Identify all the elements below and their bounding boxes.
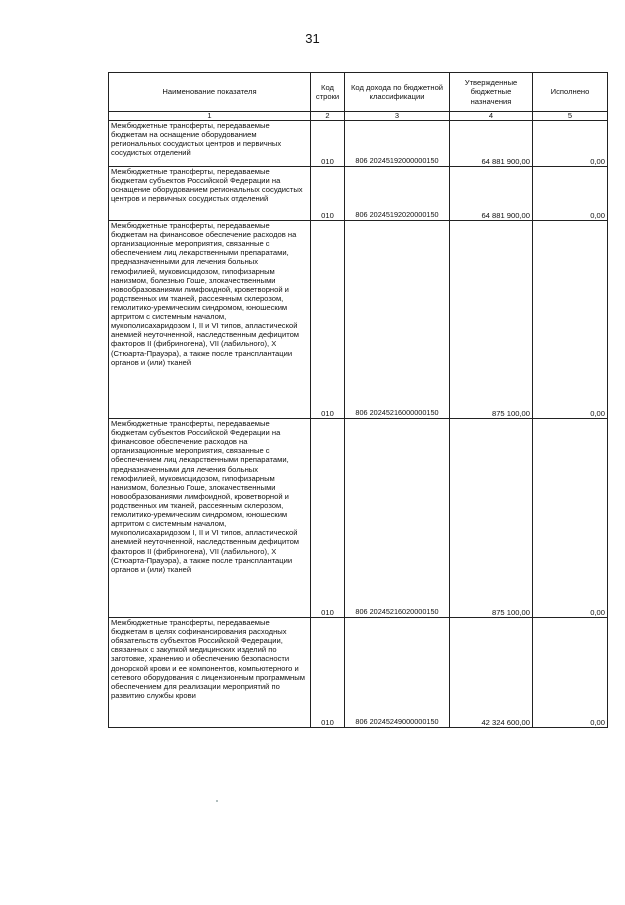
header-indicator-name: Наименование показателя [109, 73, 311, 112]
line-code: 010 [311, 221, 345, 419]
approved-amount: 875 100,00 [450, 221, 533, 419]
income-classification-code: 806 20245192020000150 [345, 167, 450, 221]
line-code: 010 [311, 618, 345, 728]
indicator-name: Межбюджетные трансферты, передаваемые бюджетам на оснащение оборудованием региональных сосудистых центров и первичных сосудистых отделений [109, 121, 311, 167]
executed-amount: 0,00 [533, 167, 608, 221]
approved-amount: 42 324 600,00 [450, 618, 533, 728]
executed-amount: 0,00 [533, 618, 608, 728]
column-number: 4 [450, 112, 533, 121]
column-number: 5 [533, 112, 608, 121]
table-header-row [109, 73, 608, 112]
approved-amount: 64 881 900,00 [450, 121, 533, 167]
executed-amount: 0,00 [533, 419, 608, 618]
column-number: 2 [311, 112, 345, 121]
approved-amount: 875 100,00 [450, 419, 533, 618]
scan-speck [216, 800, 218, 802]
income-classification-code: 806 20245216000000150 [345, 221, 450, 419]
income-classification-code: 806 20245249000000150 [345, 618, 450, 728]
indicator-name: Межбюджетные трансферты, передаваемые бюджетам на финансовое обеспечение расходов на организационные мероприятия, связанные с обеспечением лиц лекарственными препаратами, предназначенными для лечения больных гемофилией, муковисцидозом, гипофизарным нанизмом, болезнью Гоше, злокачественными новообразованиями лимфоидной, кроветворной и родственных им тканей, рассеянным склерозом, гемолитико-уремическим синдромом, юношеским артритом с системным началом, мукополисахаридозом I, II и VI типов, апластической анемией неуточненной, наследственным дефицитом факторов II (фибриногена), VII (лабильного), X (Стюарта-Прауэра), а также после трансплантации органов и (или) тканей [109, 221, 311, 419]
executed-amount: 0,00 [533, 221, 608, 419]
column-number: 1 [109, 112, 311, 121]
table-row [109, 221, 608, 419]
page-number: 31 [305, 31, 320, 46]
income-classification-code: 806 20245216020000150 [345, 419, 450, 618]
indicator-name: Межбюджетные трансферты, передаваемые бюджетам субъектов Российской Федерации на оснащение оборудованием региональных сосудистых центров и первичных сосудистых отделений [109, 167, 311, 221]
executed-amount: 0,00 [533, 121, 608, 167]
table-row [109, 121, 608, 167]
line-code: 010 [311, 121, 345, 167]
line-code: 010 [311, 419, 345, 618]
approved-amount: 64 881 900,00 [450, 167, 533, 221]
indicator-name: Межбюджетные трансферты, передаваемые бюджетам субъектов Российской Федерации на финансовое обеспечение расходов на организационные мероприятия, связанные с обеспечением лиц лекарственными препаратами, предназначенными для лечения больных гемофилией, муковисцидозом, гипофизарным нанизмом, болезнью Гоше, злокачественными новообразованиями лимфоидной, кроветворной и родственных им тканей, рассеянным склерозом, гемолитико-уремическим синдромом, юношеским артритом с системным началом, мукополисахаридозом I, II и VI типов, апластической анемией неуточненной, наследственным дефицитом факторов II (фибриногена), VII (лабильного), X (Стюарта-Прауэра), а также после трансплантации органов и (или) тканей [109, 419, 311, 618]
header-line-code: Код строки [311, 73, 345, 112]
indicator-name: Межбюджетные трансферты, передаваемые бюджетам в целях софинансирования расходных обязательств субъектов Российской Федерации, связанных с закупкой медицинских изделий по заготовке, хранению и обеспечению безопасности донорской крови и ее компонентов, компьютерного и сетевого оборудования с лицензионным программным обеспечением для реализации мероприятий по развитию службы крови [109, 618, 311, 728]
column-number: 3 [345, 112, 450, 121]
line-code: 010 [311, 167, 345, 221]
table-row [109, 618, 608, 728]
column-number-row [109, 112, 608, 121]
budget-execution-table [108, 72, 608, 728]
table-row [109, 167, 608, 221]
header-approved: Утвержденные бюджетные назначения [450, 73, 533, 112]
income-classification-code: 806 20245192000000150 [345, 121, 450, 167]
header-income-code: Код дохода по бюджетной классификации [345, 73, 450, 112]
header-executed: Исполнено [533, 73, 608, 112]
table-row [109, 419, 608, 618]
